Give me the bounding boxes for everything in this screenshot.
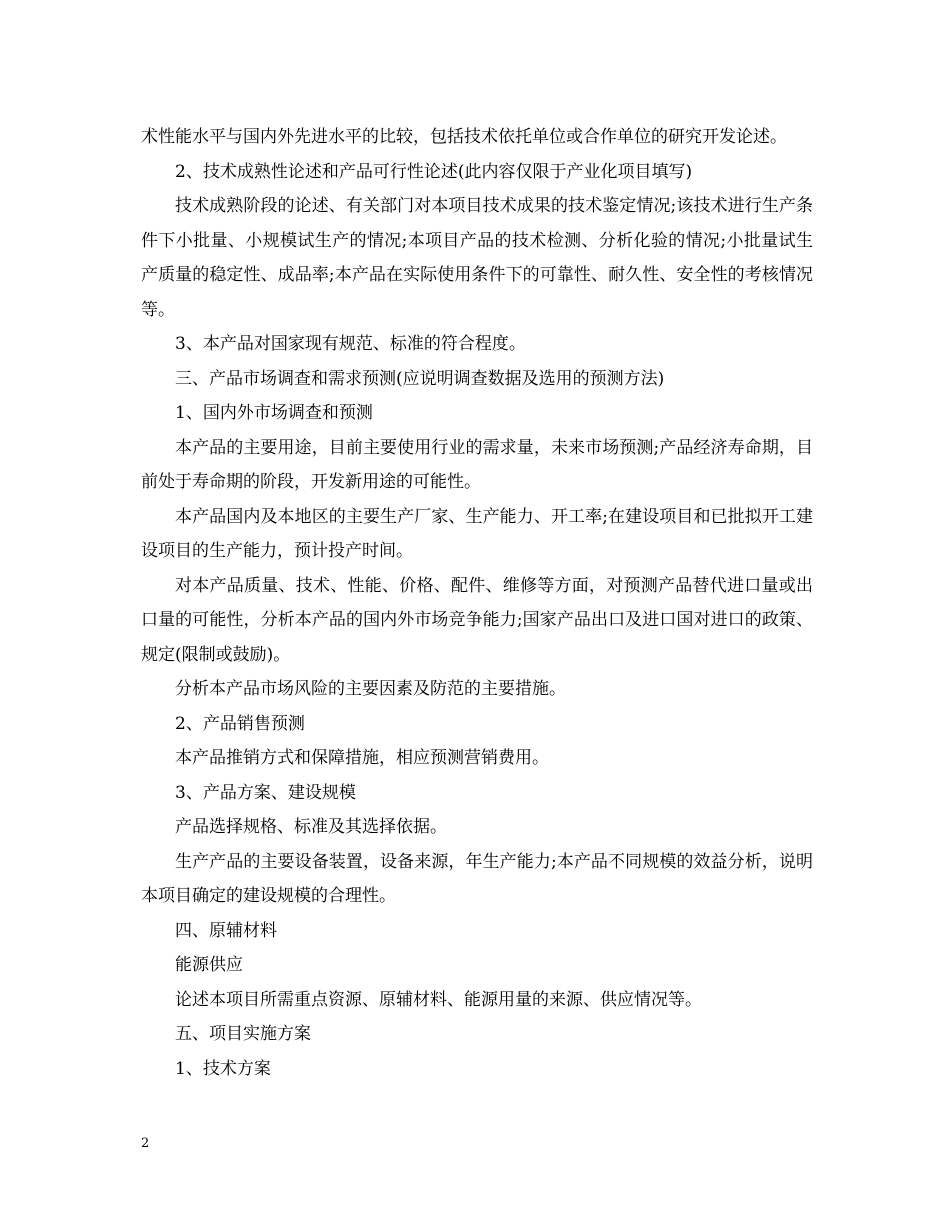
paragraph-19: 1、技术方案: [175, 1058, 271, 1079]
paragraph-3: 3、本产品对国家现有规范、标准的符合程度。: [175, 334, 526, 354]
page-number: 2: [141, 1136, 150, 1151]
paragraph-7: 本产品国内及本地区的主要生产厂家、生产能力、开工率;在建设项目和已批拟开工建设项目的生产能力，预计投产时间。: [141, 506, 813, 561]
paragraph-16: 能源供应: [175, 955, 243, 975]
paragraph-0: 术性能水平与国内外先进水平的比较，包括技术依托单位或合作单位的研究开发论述。: [141, 127, 787, 147]
paragraph-5: 1、国内外市场调查和预测: [175, 403, 373, 423]
paragraph-12: 3、产品方案、建设规模: [175, 782, 356, 803]
paragraph-10: 2、产品销售预测: [175, 713, 305, 734]
paragraph-1: 2、技术成熟性论述和产品可行性论述(此内容仅限于产业化项目填写): [175, 161, 693, 182]
paragraph-9: 分析本产品市场风险的主要因素及防范的主要措施。: [175, 679, 566, 699]
paragraph-2: 技术成熟阶段的论述、有关部门对本项目技术成果的技术鉴定情况;该技术进行生产条件下小批量、小规模试生产的情况;本项目产品的技术检测、分析化验的情况;小批量试生产质量的稳定性、成品率;本产品在实际使用条件下的可靠性、耐久性、安全性的考核情况等。: [141, 196, 813, 320]
paragraph-17: 论述本项目所需重点资源、原辅材料、能源用量的来源、供应情况等。: [175, 989, 702, 1010]
paragraph-4: 三、产品市场调查和需求预测(应说明调查数据及选用的预测方法): [175, 368, 665, 389]
paragraph-11: 本产品推销方式和保障措施，相应预测营销费用。: [175, 748, 549, 768]
paragraph-6: 本产品的主要用途，目前主要使用行业的需求量，未来市场预测;产品经济寿命期，目前处于寿命期的阶段，开发新用途的可能性。: [141, 437, 813, 492]
paragraph-15: 四、原辅材料: [175, 920, 277, 941]
paragraph-8: 对本产品质量、技术、性能、价格、配件、维修等方面，对预测产品替代进口量或出口量的可能性，分析本产品的国内外市场竞争能力;国家产品出口及进口国对进口的政策、规定(限制或鼓励)。: [141, 575, 813, 665]
paragraph-14: 生产产品的主要设备装置，设备来源，年生产能力;本产品不同规模的效益分析，说明本项目确定的建设规模的合理性。: [141, 851, 813, 906]
document-body: [141, 120, 813, 1086]
paragraph-18: 五、项目实施方案: [175, 1024, 311, 1044]
paragraph-13: 产品选择规格、标准及其选择依据。: [175, 817, 447, 837]
